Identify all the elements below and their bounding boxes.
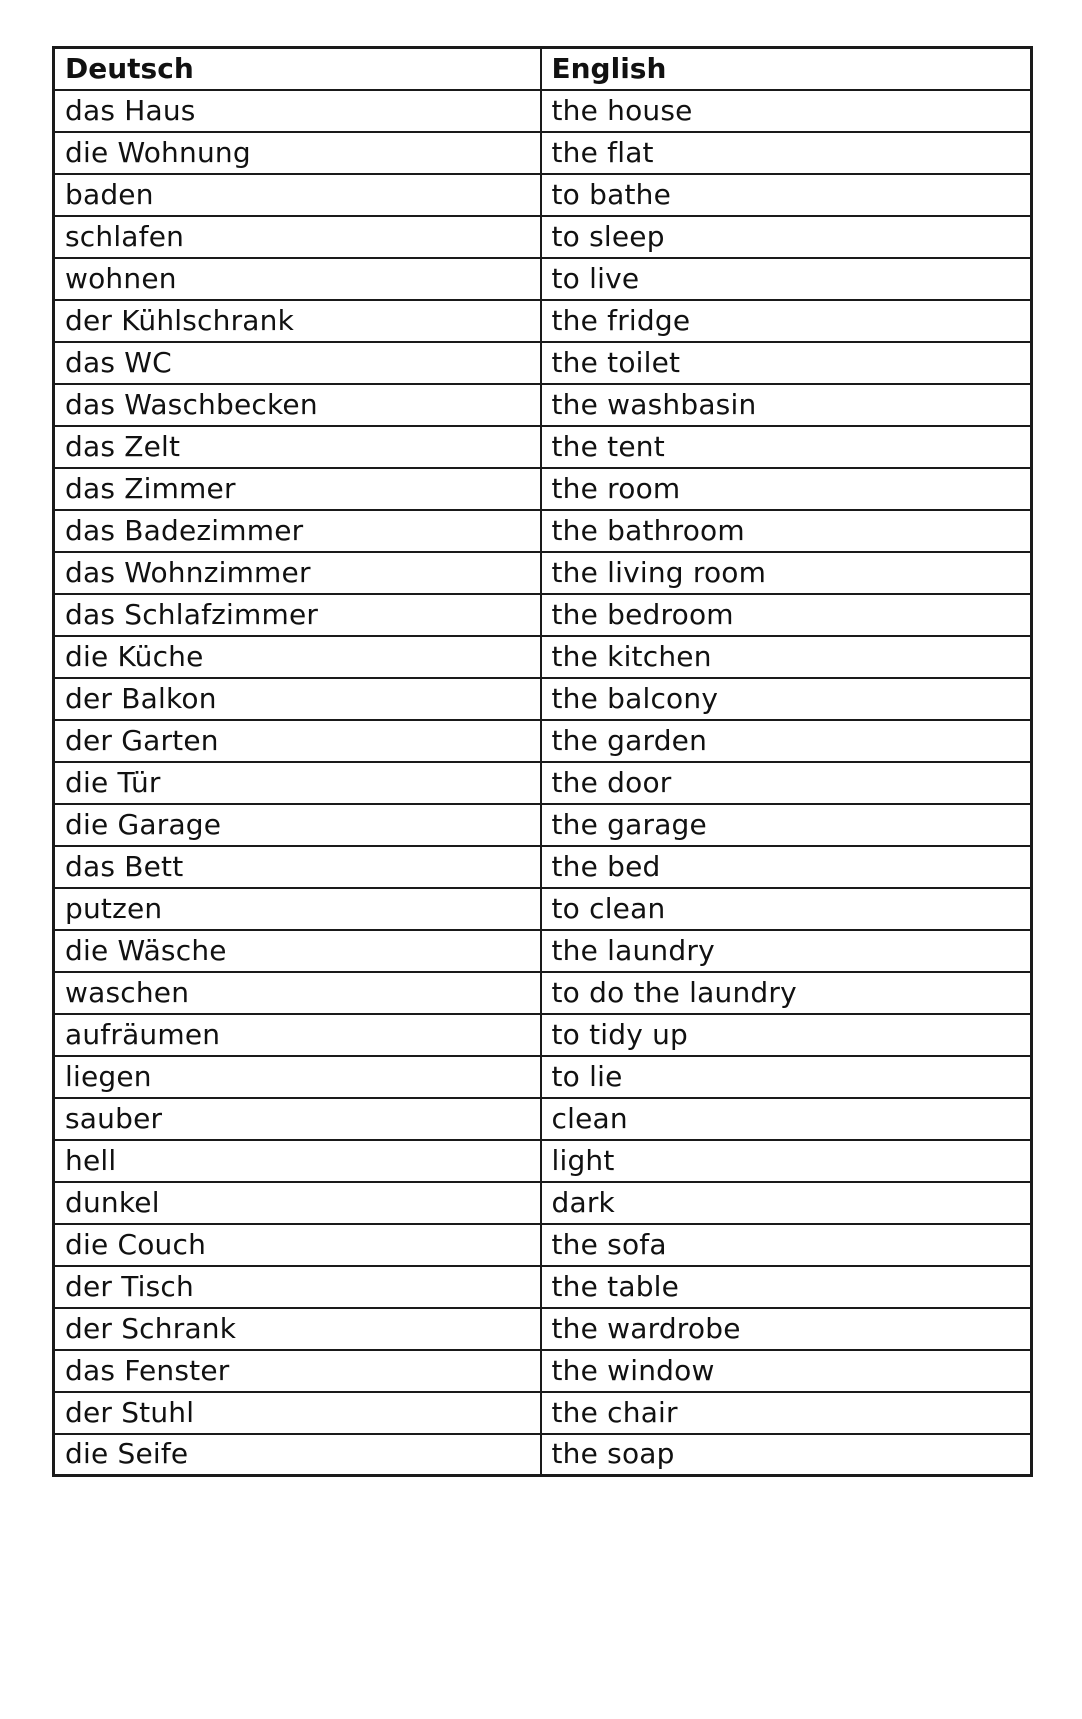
- table-row: [54, 510, 1032, 552]
- english-word-cell: the toilet: [541, 342, 1032, 384]
- german-word-cell: das Wohnzimmer: [54, 552, 541, 594]
- german-word-cell: das Bett: [54, 846, 541, 888]
- table-header: [54, 48, 1032, 90]
- english-word-cell: the garden: [541, 720, 1032, 762]
- english-word-cell: the bedroom: [541, 594, 1032, 636]
- german-word-cell: das Badezimmer: [54, 510, 541, 552]
- english-word-cell: to clean: [541, 888, 1032, 930]
- english-word-cell: the chair: [541, 1392, 1032, 1434]
- header-english: English: [541, 48, 1032, 90]
- german-word-cell: der Stuhl: [54, 1392, 541, 1434]
- table-row: [54, 1182, 1032, 1224]
- header-row: [54, 48, 1032, 90]
- german-word-cell: wohnen: [54, 258, 541, 300]
- german-word-cell: der Schrank: [54, 1308, 541, 1350]
- german-word-cell: waschen: [54, 972, 541, 1014]
- english-word-cell: the table: [541, 1266, 1032, 1308]
- table-row: [54, 972, 1032, 1014]
- header-german: Deutsch: [54, 48, 541, 90]
- german-word-cell: das Schlafzimmer: [54, 594, 541, 636]
- german-word-cell: putzen: [54, 888, 541, 930]
- table-row: [54, 300, 1032, 342]
- german-word-cell: die Wohnung: [54, 132, 541, 174]
- english-word-cell: the window: [541, 1350, 1032, 1392]
- vocabulary-table: [52, 46, 1033, 1477]
- table-row: [54, 258, 1032, 300]
- german-word-cell: aufräumen: [54, 1014, 541, 1056]
- english-word-cell: the door: [541, 762, 1032, 804]
- german-word-cell: die Tür: [54, 762, 541, 804]
- table-row: [54, 552, 1032, 594]
- german-word-cell: der Garten: [54, 720, 541, 762]
- english-word-cell: dark: [541, 1182, 1032, 1224]
- english-word-cell: to sleep: [541, 216, 1032, 258]
- german-word-cell: das Waschbecken: [54, 384, 541, 426]
- english-word-cell: the living room: [541, 552, 1032, 594]
- table-row: [54, 636, 1032, 678]
- english-word-cell: the bathroom: [541, 510, 1032, 552]
- german-word-cell: das Zimmer: [54, 468, 541, 510]
- german-word-cell: die Küche: [54, 636, 541, 678]
- table-row: [54, 1056, 1032, 1098]
- english-word-cell: the garage: [541, 804, 1032, 846]
- german-word-cell: das Fenster: [54, 1350, 541, 1392]
- english-word-cell: to lie: [541, 1056, 1032, 1098]
- english-word-cell: the fridge: [541, 300, 1032, 342]
- english-word-cell: the tent: [541, 426, 1032, 468]
- table-row: [54, 1308, 1032, 1350]
- table-row: [54, 678, 1032, 720]
- table-row: [54, 1098, 1032, 1140]
- german-word-cell: der Tisch: [54, 1266, 541, 1308]
- german-word-cell: sauber: [54, 1098, 541, 1140]
- english-word-cell: the house: [541, 90, 1032, 132]
- english-word-cell: the bed: [541, 846, 1032, 888]
- table-row: [54, 468, 1032, 510]
- table-row: [54, 426, 1032, 468]
- english-word-cell: to tidy up: [541, 1014, 1032, 1056]
- english-word-cell: the kitchen: [541, 636, 1032, 678]
- table-row: [54, 174, 1032, 216]
- english-word-cell: clean: [541, 1098, 1032, 1140]
- german-word-cell: die Couch: [54, 1224, 541, 1266]
- english-word-cell: the flat: [541, 132, 1032, 174]
- table-row: [54, 1350, 1032, 1392]
- table-row: [54, 342, 1032, 384]
- table-row: [54, 594, 1032, 636]
- table-row: [54, 90, 1032, 132]
- table-row: [54, 762, 1032, 804]
- german-word-cell: der Balkon: [54, 678, 541, 720]
- english-word-cell: to bathe: [541, 174, 1032, 216]
- table-row: [54, 1224, 1032, 1266]
- german-word-cell: das Zelt: [54, 426, 541, 468]
- english-word-cell: the washbasin: [541, 384, 1032, 426]
- table-row: [54, 1014, 1032, 1056]
- table-row: [54, 888, 1032, 930]
- german-word-cell: das WC: [54, 342, 541, 384]
- table-row: [54, 216, 1032, 258]
- vocabulary-table-container: [52, 46, 1030, 1477]
- english-word-cell: the room: [541, 468, 1032, 510]
- german-word-cell: dunkel: [54, 1182, 541, 1224]
- english-word-cell: the sofa: [541, 1224, 1032, 1266]
- table-row: [54, 1434, 1032, 1476]
- german-word-cell: hell: [54, 1140, 541, 1182]
- german-word-cell: liegen: [54, 1056, 541, 1098]
- english-word-cell: the wardrobe: [541, 1308, 1032, 1350]
- german-word-cell: der Kühlschrank: [54, 300, 541, 342]
- table-row: [54, 1392, 1032, 1434]
- english-word-cell: the laundry: [541, 930, 1032, 972]
- german-word-cell: schlafen: [54, 216, 541, 258]
- english-word-cell: to do the laundry: [541, 972, 1032, 1014]
- table-row: [54, 384, 1032, 426]
- table-row: [54, 804, 1032, 846]
- german-word-cell: die Wäsche: [54, 930, 541, 972]
- german-word-cell: die Garage: [54, 804, 541, 846]
- english-word-cell: to live: [541, 258, 1032, 300]
- table-row: [54, 1140, 1032, 1182]
- german-word-cell: das Haus: [54, 90, 541, 132]
- table-body: [54, 90, 1032, 1476]
- table-row: [54, 846, 1032, 888]
- english-word-cell: the balcony: [541, 678, 1032, 720]
- table-row: [54, 132, 1032, 174]
- german-word-cell: die Seife: [54, 1434, 541, 1476]
- english-word-cell: light: [541, 1140, 1032, 1182]
- table-row: [54, 930, 1032, 972]
- german-word-cell: baden: [54, 174, 541, 216]
- table-row: [54, 720, 1032, 762]
- table-row: [54, 1266, 1032, 1308]
- english-word-cell: the soap: [541, 1434, 1032, 1476]
